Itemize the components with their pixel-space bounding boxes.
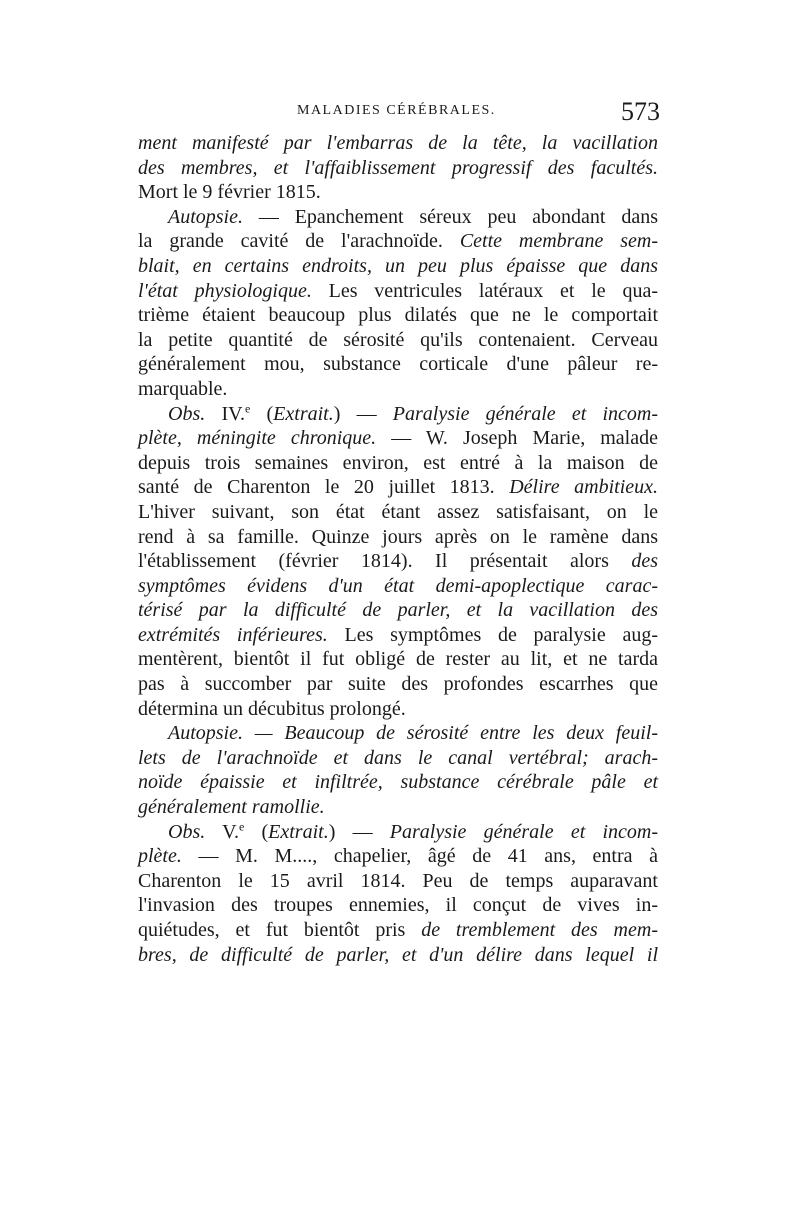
italic-segment: des — [631, 550, 658, 573]
italic-segment: des membres, et l'affaiblissement progressif des facultés. — [138, 156, 658, 179]
text-segment: santé de Charenton le 20 juillet 1813. — [138, 476, 510, 499]
text-segment: l'établissement (février 1814). Il présentait alors — [138, 550, 632, 573]
text-segment: trième étaient beaucoup plus dilatés que ne le comportait — [138, 304, 658, 327]
text-line — [138, 918, 658, 943]
text-line — [138, 598, 658, 623]
italic-segment: extrémités inférieures. — [138, 623, 328, 646]
text-line — [138, 943, 658, 968]
italic-segment: Délire ambitieux. — [509, 476, 659, 499]
text-line — [138, 697, 658, 722]
text-segment: Mort le 9 février 1815. — [138, 181, 321, 204]
text-line — [138, 549, 658, 574]
text-line — [138, 303, 658, 328]
text-segment: e — [238, 818, 245, 833]
text-segment: — Epanchement séreux peu abondant dans — [243, 205, 658, 228]
text-segment: ) — — [328, 820, 390, 843]
text-line — [138, 377, 658, 402]
text-segment: Les ventricules latéraux et le qua- — [311, 279, 658, 302]
text-line — [138, 229, 658, 254]
italic-segment: blait, en certains endroits, un peu plus épaisse que dans — [138, 254, 658, 277]
text-line — [138, 426, 658, 451]
text-line — [138, 402, 658, 427]
italic-segment: plète, méningite chronique. — [138, 427, 377, 450]
text-line — [138, 844, 658, 869]
text-segment: généralement mou, substance corticale d'une pâleur re- — [138, 353, 658, 376]
text-segment: pas à succomber par suite des profondes escarrhes que — [138, 673, 658, 696]
text-line — [138, 451, 658, 476]
text-segment: ( — [244, 820, 269, 843]
page-number: 573 — [621, 97, 660, 126]
text-segment: IV. — [205, 402, 245, 425]
text-line — [138, 131, 658, 156]
text-line — [138, 574, 658, 599]
running-title: MALADIES CÉRÉBRALES. — [297, 103, 496, 118]
text-line — [138, 770, 658, 795]
body-text — [138, 131, 658, 967]
text-segment: quiétudes, et fut bientôt pris — [138, 919, 422, 941]
text-segment: ( — [250, 402, 274, 425]
text-segment: la petite quantité de sérosité qu'ils contenaient. Cerveau — [138, 328, 658, 351]
text-segment: mentèrent, bientôt il fut obligé de rester au lit, et ne tarda — [138, 648, 658, 671]
text-segment: Les symptômes de paralysie aug- — [327, 623, 658, 646]
text-line — [138, 795, 658, 820]
italic-segment: plète. — [138, 845, 182, 868]
running-head — [140, 97, 660, 125]
text-line — [138, 279, 658, 304]
text-line — [138, 328, 658, 353]
text-segment: depuis trois semaines environ, est entré à la maison de — [138, 451, 658, 474]
italic-segment: Paralysie générale et incom- — [389, 820, 658, 843]
text-line — [138, 352, 658, 377]
italic-segment: lets de l'arachnoïde et dans le canal vertébral; arach- — [138, 746, 658, 769]
text-segment: — M. M...., chapelier, âgé de 41 ans, entra à — [181, 845, 658, 868]
text-line — [138, 672, 658, 697]
text-segment: ) — — [333, 402, 393, 425]
text-line — [138, 525, 658, 550]
text-line — [138, 180, 658, 205]
italic-segment: Obs. — [168, 402, 206, 425]
text-segment: — W. Joseph Marie, malade — [376, 427, 658, 450]
text-segment: V. — [205, 820, 239, 843]
italic-segment: bres, de difficulté de parler, et d'un délire dans lequel il — [138, 943, 658, 966]
italic-segment: Autopsie. — [168, 205, 243, 228]
italic-segment: Obs. — [168, 820, 206, 843]
italic-segment: symptômes évidens d'un état demi-apoplectique carac- — [138, 574, 658, 597]
text-line — [138, 869, 658, 894]
italic-segment: de tremblement des mem- — [421, 919, 658, 941]
text-line — [138, 647, 658, 672]
text-segment: rend à sa famille. Quinze jours après on le ramène dans — [138, 525, 658, 548]
text-segment: L'hiver suivant, son état étant assez satisfaisant, on le — [138, 500, 658, 523]
text-line — [138, 746, 658, 771]
text-line — [138, 205, 658, 230]
text-segment: Charenton le 15 avril 1814. Peu de temps auparavant — [138, 869, 658, 892]
italic-segment: noïde épaissie et infiltrée, substance cérébrale pâle et — [138, 771, 658, 794]
text-line — [138, 500, 658, 525]
text-line — [138, 893, 658, 918]
italic-segment: térisé par la difficulté de parler, et la vacillation des — [138, 599, 658, 622]
text-line — [138, 156, 658, 181]
text-line — [138, 475, 658, 500]
italic-segment: l'état physiologique. — [138, 279, 312, 302]
text-line — [138, 254, 658, 279]
text-segment: détermina un décubitus prolongé. — [138, 697, 406, 720]
text-segment: e — [244, 400, 251, 415]
italic-segment: ment manifesté par l'embarras de la tête, la vacillation — [138, 132, 658, 154]
text-segment: l'invasion des troupes ennemies, il conçut de vives in- — [138, 894, 658, 917]
text-line — [138, 721, 658, 746]
text-line — [138, 623, 658, 648]
text-segment: marquable. — [138, 377, 228, 400]
italic-segment: Cette membrane sem- — [459, 230, 658, 253]
italic-segment: Autopsie. — Beaucoup de sérosité entre les deux feuil- — [168, 722, 658, 745]
italic-segment: Extrait. — [268, 820, 329, 843]
italic-segment: généralement ramollie. — [138, 796, 325, 819]
text-line — [138, 820, 658, 845]
italic-segment: Extrait. — [273, 402, 334, 425]
text-segment: la grande cavité de l'arachnoïde. — [138, 230, 460, 253]
italic-segment: Paralysie générale et incom- — [392, 402, 658, 425]
